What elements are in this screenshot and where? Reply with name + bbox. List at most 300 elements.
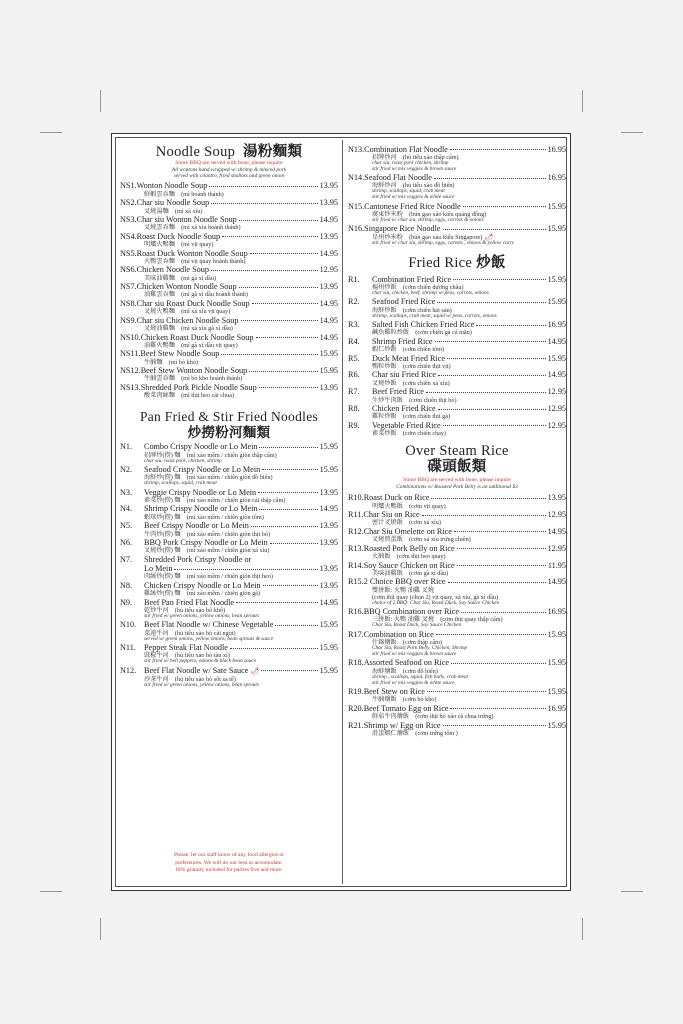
- menu-item: [348, 173, 566, 201]
- item-translation: 滑蛋蝦仁燴飯 (cơm trứng tôm ): [372, 729, 458, 737]
- dot-leader: [250, 253, 318, 254]
- item-name: Chicken Noodle Soup: [136, 265, 209, 275]
- item-code: NS7.: [120, 282, 137, 292]
- item-name: Beef Crispy Noodle or Lo Mein: [144, 521, 249, 531]
- item-price: 15.95: [547, 224, 566, 234]
- dot-leader: [241, 320, 318, 321]
- dot-leader: [239, 287, 318, 288]
- item-row: [120, 299, 338, 308]
- item-name: Char siu Chicken Noodle Soup: [136, 315, 239, 325]
- menu-item: [120, 581, 338, 597]
- item-row: [348, 658, 566, 667]
- steam-rice-title: [348, 443, 566, 459]
- combo-note: Combinations w/ Roasted Pork Belly is an additional $3: [396, 484, 518, 491]
- item-translation: 雙拼飯: 火鴨 油雞 叉燒: [372, 586, 435, 594]
- item-name: Vegetable Fried Rice: [372, 420, 441, 430]
- item-code: R9.: [348, 420, 360, 430]
- column-divider: [342, 140, 343, 884]
- item-price: 15.95: [319, 349, 338, 359]
- dot-leader: [461, 612, 546, 613]
- menu-item: [348, 704, 566, 720]
- item-name: Shrimp Fried Rice: [372, 336, 433, 346]
- crop-mark: [621, 132, 643, 133]
- dot-leader: [443, 725, 546, 726]
- item-translation: 叉燒油雞麵 (mì xá xíu gà xì dầu): [144, 325, 233, 333]
- item-price: 12.95: [547, 420, 566, 430]
- menu-item: [120, 232, 338, 248]
- fried-rice-title: [348, 255, 566, 271]
- item-translation: 鹹魚雞粒炒飯 (cơm chiên gà cá mặn): [372, 329, 472, 337]
- dot-leader: [262, 469, 317, 470]
- item-name: Shredded Pork Pickle Noodle Soup: [140, 382, 257, 392]
- item-description: shrimp, scallops, squid, crab meat: [144, 480, 217, 487]
- section-title-zh: 碟頭飯類: [427, 459, 487, 476]
- item-translation: 楊州炒飯 (cơm chiên dương châu): [372, 283, 464, 291]
- item-name: Combination Fried Rice: [372, 274, 452, 284]
- dot-leader: [249, 371, 317, 372]
- dot-leader: [259, 387, 318, 388]
- item-description: shrimp, scallops, crab meat, squid w/ peas, carrots, onions: [372, 312, 497, 319]
- dot-leader: [209, 186, 317, 187]
- menu-item: [348, 404, 566, 420]
- item-code: N14.: [348, 173, 365, 183]
- menu-item: [348, 370, 566, 386]
- item-price: 12.95: [547, 543, 566, 553]
- item-name-cont: Lo Mein: [144, 564, 173, 574]
- item-price: 16.95: [547, 703, 566, 713]
- section-title-en: Pan Fried & Stir Fried Noodles: [139, 409, 319, 425]
- item-translation: 牛腩燴飯 (cơm bò kho): [372, 696, 437, 704]
- dot-leader: [447, 358, 546, 359]
- item-translation: 蝦仁炒飯 (cơm chiên tôm): [372, 346, 445, 354]
- item-code: R16.: [348, 607, 364, 616]
- menu-item: [348, 630, 566, 658]
- item-code: R17.: [348, 629, 364, 639]
- flat-noodle-list: [348, 145, 566, 247]
- item-price: 14.95: [319, 597, 338, 607]
- item-row: [348, 297, 566, 306]
- dot-leader: [463, 206, 546, 207]
- menu-item: [348, 658, 566, 686]
- item-description: char siu, chicken, beef, shrimp w/ peas, carrots, onions: [372, 289, 489, 296]
- item-row: [348, 354, 566, 363]
- dot-leader: [259, 447, 317, 448]
- crop-mark: [100, 90, 101, 112]
- menu-item: [348, 544, 566, 560]
- section-title-zh: 炒飯: [476, 254, 506, 271]
- item-row: [348, 577, 566, 586]
- dot-leader: [453, 279, 545, 280]
- item-row: [348, 721, 566, 730]
- item-price: 13.95: [547, 493, 566, 503]
- item-name: Roasted Pork Belly on Rice: [363, 543, 455, 553]
- menu-item: [348, 687, 566, 703]
- item-description: stir fried w/ char siu, shrimp, eggs, carrots , onions & yellow curry: [372, 239, 515, 246]
- menu-item: [348, 607, 566, 629]
- item-price: 15.95: [547, 353, 566, 363]
- dot-leader: [258, 492, 317, 493]
- item-price: 15.95: [319, 643, 338, 653]
- item-translation: 叉燒炒飯 (cơm chiên xá xíu): [372, 379, 450, 387]
- item-price: 13.95: [319, 521, 338, 531]
- menu-item: [348, 202, 566, 224]
- item-name: Shrimp Crispy Noodle or Lo Mein: [144, 504, 258, 514]
- item-name: 2 Choice BBQ over Rice: [363, 577, 446, 587]
- item-row: [348, 320, 566, 329]
- dot-leader: [451, 663, 546, 664]
- dot-leader: [275, 625, 317, 626]
- item-name: Cantonese Fried Rice Noodle: [364, 201, 461, 211]
- item-code: N7.: [120, 554, 133, 564]
- item-row: [120, 521, 338, 530]
- item-translation: (cơm thịt quay (chọn 2) vịt quay, xá xíu, gà xì dầu): [372, 593, 499, 601]
- item-description: shrimp , scallops, squid, fish balls, crab meat: [372, 673, 469, 680]
- item-translation: 牛腩雲吞麵 (mì bò kho hoành thánh): [144, 375, 243, 383]
- item-price: 15.95: [547, 686, 566, 696]
- item-row: [348, 387, 566, 396]
- item-price: 11.95: [547, 560, 566, 570]
- item-code: R11.: [348, 510, 364, 520]
- item-code: N11.: [120, 643, 136, 653]
- menu-item: [120, 366, 338, 382]
- item-price: 16.95: [547, 320, 566, 330]
- menu-item: [348, 421, 566, 437]
- item-name: Beef Stew on Rice: [363, 686, 425, 696]
- item-description: stir fried w/ bell peppers, onions & black bean sauce: [144, 658, 257, 665]
- menu-item: [120, 299, 338, 315]
- item-code: NS9.: [120, 315, 137, 325]
- crop-mark: [40, 132, 62, 133]
- item-name: Chicken Wonton Noodle Soup: [136, 282, 237, 292]
- item-price: 15.95: [547, 629, 566, 639]
- item-row: [348, 370, 566, 379]
- item-price: 12.95: [319, 265, 338, 275]
- menu-item: [120, 465, 338, 487]
- footer-line: 18% gratuity included for parties five and more.: [175, 867, 283, 873]
- menu-item: [348, 337, 566, 353]
- dot-leader: [448, 582, 546, 583]
- dot-leader: [457, 565, 546, 566]
- item-price: 12.95: [547, 404, 566, 414]
- item-name: Char siu Roast Duck Noodle Soup: [136, 298, 250, 308]
- menu-item: [120, 598, 338, 620]
- item-row: [120, 465, 338, 474]
- item-translation: 美味油雞麵 (mì gà xì dầu): [144, 274, 217, 282]
- item-price: 13.95: [319, 487, 338, 497]
- dot-leader: [431, 498, 545, 499]
- dot-leader: [435, 341, 546, 342]
- menu-item: [120, 215, 338, 231]
- item-code: N9.: [120, 597, 133, 607]
- item-row: [120, 316, 338, 325]
- item-translation: 油雞雲吞麵 (mì gà xì dầu hoành thánh): [144, 291, 248, 299]
- item-code: NS2.: [120, 198, 137, 208]
- item-row: [120, 249, 338, 258]
- item-description: Char Siu, Roast Duck, Soy Sauce Chicken: [372, 622, 462, 629]
- item-row: [348, 561, 566, 570]
- item-description: served w/ green onions, yellow onions, bean sprouts & sauce: [144, 635, 274, 642]
- menu-item: [348, 354, 566, 370]
- item-description: stir fried w/ mix veggies & white sauce: [372, 679, 455, 686]
- menu-item: [348, 721, 566, 737]
- section-title-en: Fried Rice: [408, 254, 473, 271]
- item-row: [120, 198, 338, 207]
- item-translation: 素菜炒飯 (cơm chiên chay): [372, 430, 447, 438]
- item-code: NS13.: [120, 382, 141, 392]
- item-name: Char siu Wonton Noodle Soup: [136, 215, 237, 224]
- item-translation: 火鴨雲吞麵 (mì vịt quay hoành thánh): [144, 257, 246, 265]
- item-price: 14.95: [319, 215, 338, 224]
- item-row: [348, 630, 566, 639]
- item-row: [348, 145, 566, 154]
- item-price: 14.95: [547, 336, 566, 346]
- menu-item: [120, 383, 338, 399]
- dot-leader: [270, 543, 318, 544]
- item-name: BBQ Pork Crispy Noodle or Lo Mein: [144, 538, 268, 548]
- menu-item: [120, 282, 338, 298]
- item-name: Seafood Flat Noodle: [364, 173, 432, 183]
- menu-item: [120, 555, 338, 581]
- item-price: 14.95: [547, 526, 566, 536]
- footer-line: preferences. We will do our best to accomodate.: [175, 859, 283, 866]
- menu-item: [120, 504, 338, 520]
- item-translation: 叉燒煎蛋飯 (cơm xá xíu trứng chiên): [372, 536, 471, 544]
- item-row: [348, 173, 566, 182]
- item-description: char siu, roast pork, chicken, shrimp: [144, 457, 222, 464]
- menu-item: [120, 538, 338, 554]
- item-code: NS12.: [120, 366, 141, 376]
- menu-item: [120, 333, 338, 349]
- item-price: 13.95: [319, 198, 338, 208]
- item-code: NS11.: [120, 349, 141, 359]
- item-translation: 鮮蝦雲吞麵 (mì hoành thánh): [144, 190, 224, 198]
- item-code: N4.: [120, 504, 133, 514]
- crop-mark: [582, 90, 583, 112]
- item-code: R10.: [348, 493, 364, 503]
- item-price: 15.95: [319, 442, 338, 452]
- item-name: Shredded Pork Crispy Noodle or: [144, 554, 252, 564]
- dot-leader: [436, 634, 546, 635]
- item-name: Combination on Rice: [363, 629, 434, 639]
- crop-mark: [621, 891, 643, 892]
- item-description: stir fried w/ mix veggies & brown sauce: [372, 650, 457, 657]
- item-code: N13.: [348, 144, 365, 154]
- item-price: 13.95: [319, 282, 338, 292]
- item-code: R21.: [348, 720, 364, 730]
- menu-item: [120, 265, 338, 281]
- item-row: [120, 232, 338, 241]
- item-translation: 菜遠牛河 (hủ tiếu xào bò cải ngọt): [144, 629, 236, 637]
- item-translation: 海鮮炒(撈) 麵 (mì xào mềm / chiên giòn đồ biển): [144, 474, 273, 482]
- dot-leader: [457, 548, 546, 549]
- item-name: Beef Stew Wonton Noodle Soup: [140, 366, 248, 376]
- item-price: 13.95: [319, 538, 338, 548]
- item-price: 15.95: [547, 720, 566, 730]
- item-price: 15.95: [547, 297, 566, 307]
- item-code: NS8.: [120, 298, 137, 308]
- dot-leader: [443, 229, 546, 230]
- item-code: R14.: [348, 560, 364, 570]
- pan-fried-title-zh: [120, 425, 338, 441]
- item-row: [120, 333, 338, 342]
- item-code: N2.: [120, 464, 133, 474]
- item-name: Combination Flat Noodle: [364, 144, 448, 154]
- dot-leader: [450, 708, 545, 709]
- item-row: [348, 510, 566, 519]
- item-row: [120, 181, 338, 190]
- item-code: NS4.: [120, 231, 137, 241]
- pan-fried-list: [120, 442, 338, 689]
- item-row: [348, 421, 566, 430]
- item-price: 16.95: [547, 144, 566, 154]
- menu-item: [120, 666, 338, 689]
- item-translation: 招牌炒河 (hủ tiếu xào thập cẩm): [372, 153, 459, 161]
- dot-leader: [222, 236, 318, 237]
- item-code: R4.: [348, 336, 360, 346]
- item-price: 15.95: [319, 620, 338, 630]
- dot-leader: [476, 325, 545, 326]
- item-name: Beef Stew Noodle Soup: [140, 349, 220, 359]
- item-code: R12.: [348, 526, 364, 536]
- item-name: Beef Flat Noodle w/ Chinese Vegetable: [144, 620, 274, 630]
- item-price: 13.95: [319, 382, 338, 392]
- dot-leader: [239, 220, 318, 221]
- item-row: [120, 598, 338, 607]
- item-row: [348, 527, 566, 536]
- item-name: Soy Sauce Chicken on Rice: [363, 560, 455, 570]
- item-name: Beef Pan Fried Flat Noodle: [144, 597, 235, 607]
- item-translation: 豉椒牛河 (hủ tiếu xào bò tàu xì): [144, 652, 230, 660]
- item-code: R6.: [348, 370, 360, 380]
- item-translation: 招牌炒(撈) 麵 (mì xào mềm / chiên giòn thập cẩm): [144, 451, 277, 459]
- item-name: Salted Fish Chicken Fried Rice: [372, 320, 475, 330]
- item-name: BBQ Combination over Rice: [363, 607, 459, 616]
- menu-item: [120, 488, 338, 504]
- item-code: NS3.: [120, 215, 137, 224]
- bone-note: Some BBQ are served with bone, please inquire: [175, 160, 283, 166]
- menu-item: [120, 181, 338, 197]
- item-row: [120, 620, 338, 629]
- dot-leader: [211, 270, 318, 271]
- item-translation: 牛肉炒(撈) 麵 (mì xào mềm / chiên giòn thịt bò): [144, 530, 271, 538]
- left-column: [120, 144, 338, 689]
- dot-leader: [236, 602, 318, 603]
- item-translation: 沙茶牛河 (hủ tiếu xào bò sốt sa tế): [144, 676, 236, 684]
- noodle-soup-title: [120, 144, 338, 160]
- item-translation: 明爐火鴨飯 (cơm vịt quay): [372, 502, 446, 510]
- steam-rice-title-zh: [348, 459, 566, 475]
- item-translation: 美味油雞飯 (cơm gà xì dầu): [372, 569, 449, 577]
- item-code: NS1.: [120, 181, 137, 191]
- menu-item: [348, 275, 566, 297]
- item-row: [348, 607, 566, 616]
- dot-leader: [256, 337, 318, 338]
- menu-item: [120, 198, 338, 214]
- item-code: R20.: [348, 703, 364, 713]
- dot-leader: [174, 569, 317, 570]
- item-price: 15.95: [547, 658, 566, 668]
- item-row: [120, 215, 338, 224]
- item-code: N1.: [120, 442, 133, 452]
- dot-leader: [252, 303, 318, 304]
- item-description: stir fried w/ mix veggies & brown sauce: [372, 165, 457, 172]
- dot-leader: [261, 670, 317, 671]
- item-row: [348, 544, 566, 553]
- item-translation: 酸菜肉絲麵 (mì thịt heo cải chua): [144, 392, 235, 400]
- dot-leader: [437, 302, 545, 303]
- item-translation: 油雞火鴨麵 (mì gà xì dầu vịt quay): [144, 341, 238, 349]
- crop-mark: [40, 891, 62, 892]
- item-name: Wonton Noodle Soup: [136, 181, 208, 191]
- fried-rice-list: [348, 275, 566, 437]
- item-code: R1.: [348, 274, 360, 284]
- item-code: N16.: [348, 224, 365, 234]
- item-price: 14.95: [319, 315, 338, 325]
- crop-mark: [100, 918, 101, 940]
- item-row: [348, 202, 566, 211]
- item-name: Pepper Steak Flat Noodle: [144, 643, 228, 653]
- section-title-zh: 湯粉麵類: [243, 144, 303, 160]
- dot-leader: [221, 354, 317, 355]
- dot-leader: [427, 691, 546, 692]
- item-name: Assorted Seafood on Rice: [363, 658, 449, 668]
- item-translation: 叉燒火鴨麵 (mì xá xíu vịt quay): [144, 308, 231, 316]
- menu-item: [120, 316, 338, 332]
- item-translation: 鴨粒炒飯 (cơm chiên thịt vịt): [372, 362, 451, 370]
- menu-item: [348, 510, 566, 526]
- menu-item: [120, 643, 338, 665]
- crop-mark: [582, 918, 583, 940]
- item-name: Duck Meat Fried Rice: [372, 353, 445, 363]
- dot-leader: [450, 149, 546, 150]
- item-description: stir fried w/ char siu, shrimp, eggs, carrots & onions: [372, 217, 484, 224]
- item-price: 16.95: [547, 173, 566, 183]
- item-name: Roast Duck Noodle Soup: [136, 231, 221, 241]
- menu-item: [120, 521, 338, 537]
- item-code: NS5.: [120, 248, 137, 258]
- item-row: [120, 666, 338, 676]
- item-description: stir fried w/ mix veggies & white sauce: [372, 194, 455, 201]
- menu-item: [120, 620, 338, 642]
- item-translation: 星州炒米粉 (bún gạo xào kiểu Singapore) 🌶: [372, 232, 494, 241]
- menu-item: [348, 577, 566, 606]
- item-price: 16.95: [547, 607, 566, 616]
- item-code: NS10.: [120, 332, 141, 342]
- item-row: [120, 442, 338, 451]
- item-translation: 叉燒炒(撈) 麵 (mì xào mềm / chiên giòn xá xíu): [144, 547, 270, 555]
- steam-rice-list: [348, 493, 566, 737]
- noodle-soup-list: [120, 181, 338, 399]
- item-code: N15.: [348, 201, 365, 211]
- item-price: 13.95: [319, 181, 338, 191]
- section-title-zh: 炒撈粉河麵類: [187, 425, 271, 441]
- item-row: [120, 488, 338, 497]
- menu-page: [111, 133, 571, 891]
- item-price: 13.95: [319, 580, 338, 590]
- right-column: [348, 144, 566, 737]
- item-translation: 雞粒炒飯 (cơm chiên thịt gà): [372, 413, 451, 421]
- item-name: Singapore Rice Noodle: [364, 224, 441, 234]
- item-description: char siu, roast pork chicken, shrimp: [372, 159, 449, 166]
- item-name: Chicken Fried Rice: [372, 404, 436, 414]
- item-row: [120, 555, 338, 564]
- item-code: R5.: [348, 353, 360, 363]
- item-code: R15.: [348, 577, 364, 587]
- menu-item: [120, 349, 338, 365]
- menu-item: [348, 387, 566, 403]
- dot-leader: [443, 425, 546, 426]
- item-translation: 海鮮炒河 (hủ tiếu xào đồ biển): [372, 182, 455, 190]
